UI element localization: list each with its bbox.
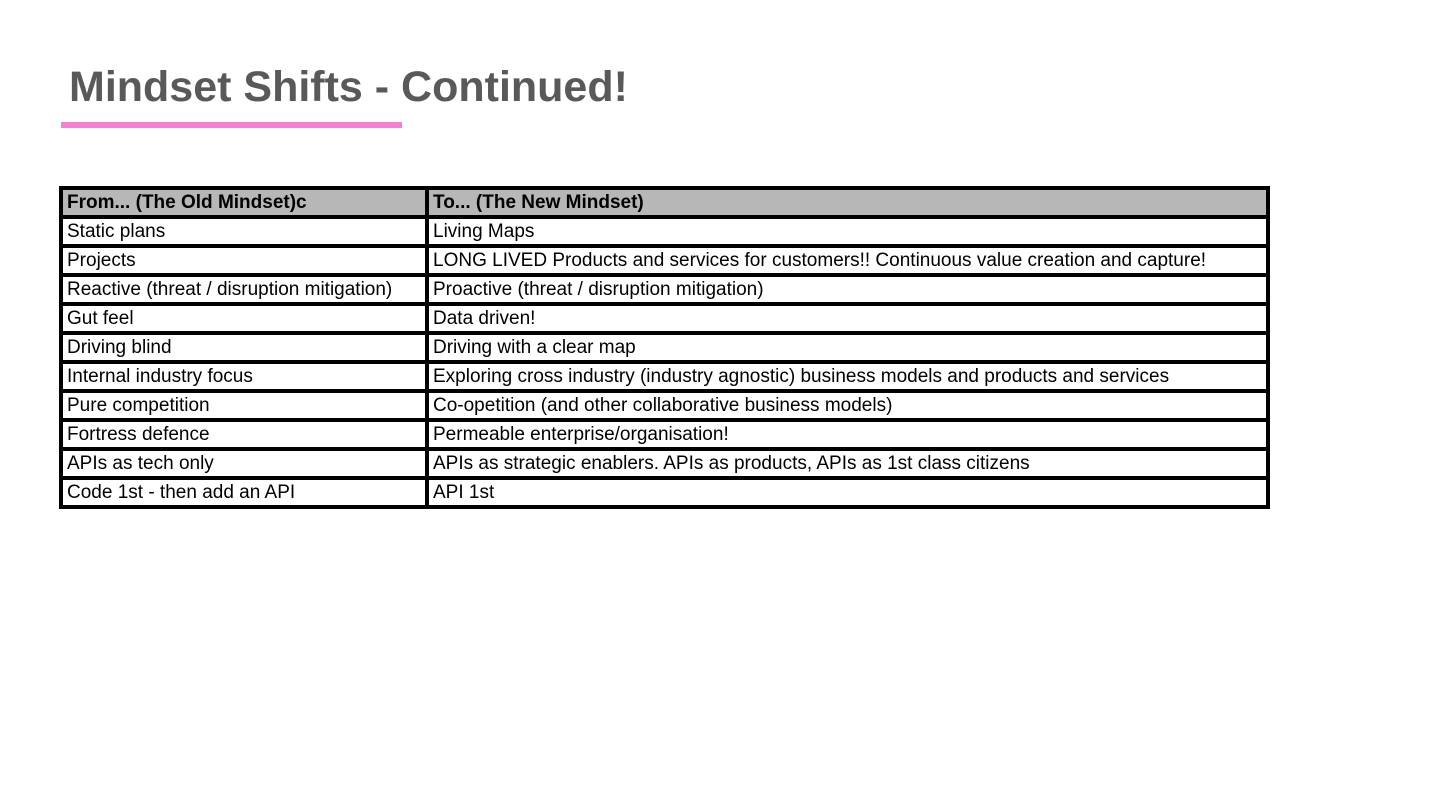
table-row — [61, 449, 1268, 478]
cell-from: Internal industry focus — [61, 362, 427, 391]
cell-to: Permeable enterprise/organisation! — [427, 420, 1268, 449]
cell-to: Driving with a clear map — [427, 333, 1268, 362]
title-underline — [61, 122, 402, 128]
table-row — [61, 275, 1268, 304]
table-row — [61, 391, 1268, 420]
table-row — [61, 362, 1268, 391]
mindset-table — [59, 186, 1270, 509]
cell-from: Static plans — [61, 217, 427, 246]
table-row — [61, 217, 1268, 246]
table-row — [61, 246, 1268, 275]
cell-from: Driving blind — [61, 333, 427, 362]
table-row — [61, 304, 1268, 333]
table-row — [61, 333, 1268, 362]
cell-to: Data driven! — [427, 304, 1268, 333]
table-row — [61, 420, 1268, 449]
cell-to: Co-opetition (and other collaborative business models) — [427, 391, 1268, 420]
cell-to: Living Maps — [427, 217, 1268, 246]
cell-from: Projects — [61, 246, 427, 275]
cell-to: LONG LIVED Products and services for customers!! Continuous value creation and capture! — [427, 246, 1268, 275]
cell-to: Exploring cross industry (industry agnostic) business models and products and services — [427, 362, 1268, 391]
cell-from: Gut feel — [61, 304, 427, 333]
cell-from: Code 1st - then add an API — [61, 478, 427, 507]
cell-to: APIs as strategic enablers. APIs as products, APIs as 1st class citizens — [427, 449, 1268, 478]
slide-title: Mindset Shifts - Continued! — [69, 63, 628, 111]
cell-from: Pure competition — [61, 391, 427, 420]
cell-to: Proactive (threat / disruption mitigation) — [427, 275, 1268, 304]
cell-from: Reactive (threat / disruption mitigation) — [61, 275, 427, 304]
header-from: From... (The Old Mindset)c — [61, 188, 427, 217]
cell-from: Fortress defence — [61, 420, 427, 449]
cell-to: API 1st — [427, 478, 1268, 507]
header-to: To... (The New Mindset) — [427, 188, 1268, 217]
cell-from: APIs as tech only — [61, 449, 427, 478]
table-row — [61, 478, 1268, 507]
table-header-row — [61, 188, 1268, 217]
